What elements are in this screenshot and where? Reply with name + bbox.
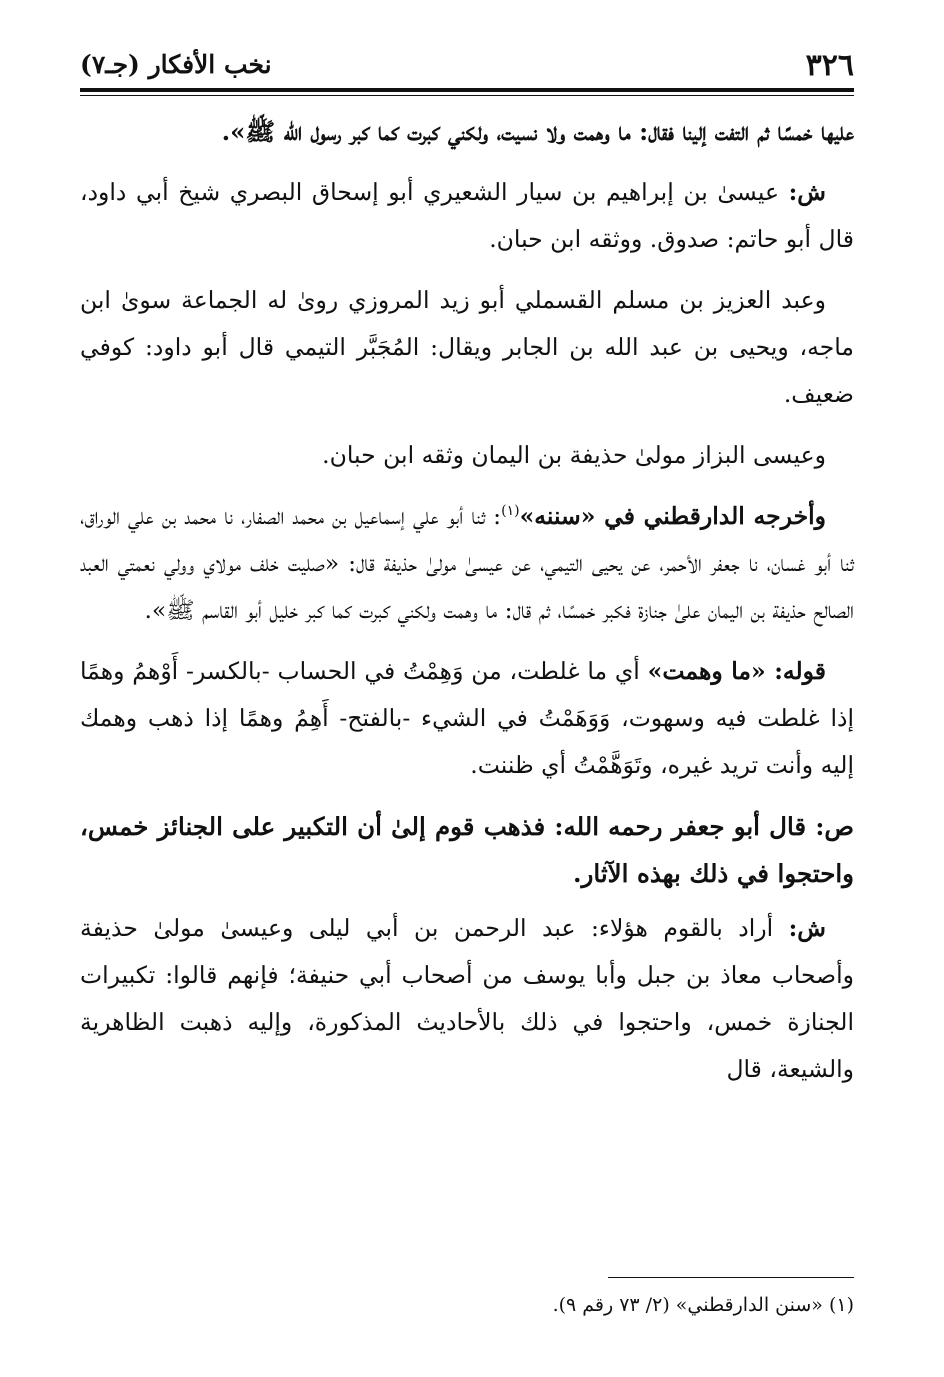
footnote-rule [608,1277,854,1278]
page-number: ٣٢٦ [805,48,854,83]
paragraph-text: عيسىٰ بن إبراهيم بن سيار الشعيري أبو إسحاق البصري شيخ أبي داود، قال أبو حاتم: صدوق. ووثقه ابن حبان. [80,178,854,253]
paragraph-hadith-end [80,108,854,155]
footnote [80,1290,854,1320]
paragraph-narrator-isa [80,432,854,479]
page-header [80,48,854,88]
paragraph-text: أي ما غلطت، من وَهِمْتُ في الحساب -بالكسر- أَوْهمُ وهمًا إذا غلطت فيه وسهوت، وَوَهَمْتُ في الشيء -بالفتح- أَهِمُ وهمًا إذا ذهب وهمك إليه وأنت تريد غيره، وتَوَهَّمْتُ أي ظننت. [80,657,854,779]
header-rule-thick [80,88,854,92]
paragraph-text: أراد بالقوم هؤلاء: عبد الرحمن بن أبي ليلى وعيسىٰ مولىٰ حذيفة وأصحاب معاذ بن جبل وأبا يوسف من أصحاب أبي حنيفة؛ فإنهم قالوا: تكبيرات الجنازة خمس، واحتجوا في ذلك بالأحاديث المذكورة، وإليه ذهبت الظاهرية والشيعة، قال [80,914,854,1083]
paragraph-explanation-wahm [80,648,854,789]
header-rule-thin [80,95,854,96]
paragraph-text: وعبد العزيز بن مسلم القسملي أبو زيد المروزي روىٰ له الجماعة سوىٰ ابن ماجه، ويحيى بن عبد الله بن الجابر ويقال: المُجَبَّر التيمي قال أبو داود: كوفي ضعيف. [80,286,854,408]
paragraph-text: وعيسى البزاز مولىٰ حذيفة بن اليمان وثقه ابن حبان. [322,441,826,469]
paragraph-abu-jafar [80,803,854,897]
paragraph-lead: وأخرجه الدارقطني في «سننه» [519,502,826,530]
paragraph-commentary-people [80,905,854,1093]
running-title: نخب الأفكار (جـ٧) [80,50,272,79]
paragraph-lead: ش: [788,178,826,206]
paragraph-lead: قوله: «ما وهمت» [647,657,826,685]
paragraph-narrator-abdulaziz [80,277,854,418]
paragraph-lead: ش: [788,914,826,942]
footnote-text: (١) «سنن الدارقطني» (٢/ ٧٣ رقم ٩). [552,1294,854,1316]
main-text [80,108,854,1107]
paragraph-text: ص: قال أبو جعفر رحمه الله: فذهب قوم إلىٰ أن التكبير على الجنائز خمس، واحتجوا في ذلك بهذه الآثار. [80,812,854,888]
paragraph-commentary-narrators [80,169,854,263]
paragraph-daraqutni [80,493,854,634]
footnote-marker[interactable]: (١) [501,503,520,520]
paragraph-text: عليها خمسًا ثم التفت إلينا فقال: ما وهمت ولا نسيت، ولكني كبرت كما كبر رسول الله ﷺ». [221,117,854,146]
paragraph-text: : ثنا أبو علي إسماعيل بن محمد الصفار، نا محمد بن علي الوراق، ثنا أبو غسان، نا جعفر الأحمر، عن يحيى التيمي، عن عيسىٰ مولىٰ حذيفة قال: «صليت خلف مولاي وولي نعمتي العبد الصالح حذيفة بن اليمان علىٰ جنازة فكبر خمسًا، ثم قال: ما وهمت ولكني كبرت كما كبر خليل أبو القاسم ﷺ». [80,502,854,624]
